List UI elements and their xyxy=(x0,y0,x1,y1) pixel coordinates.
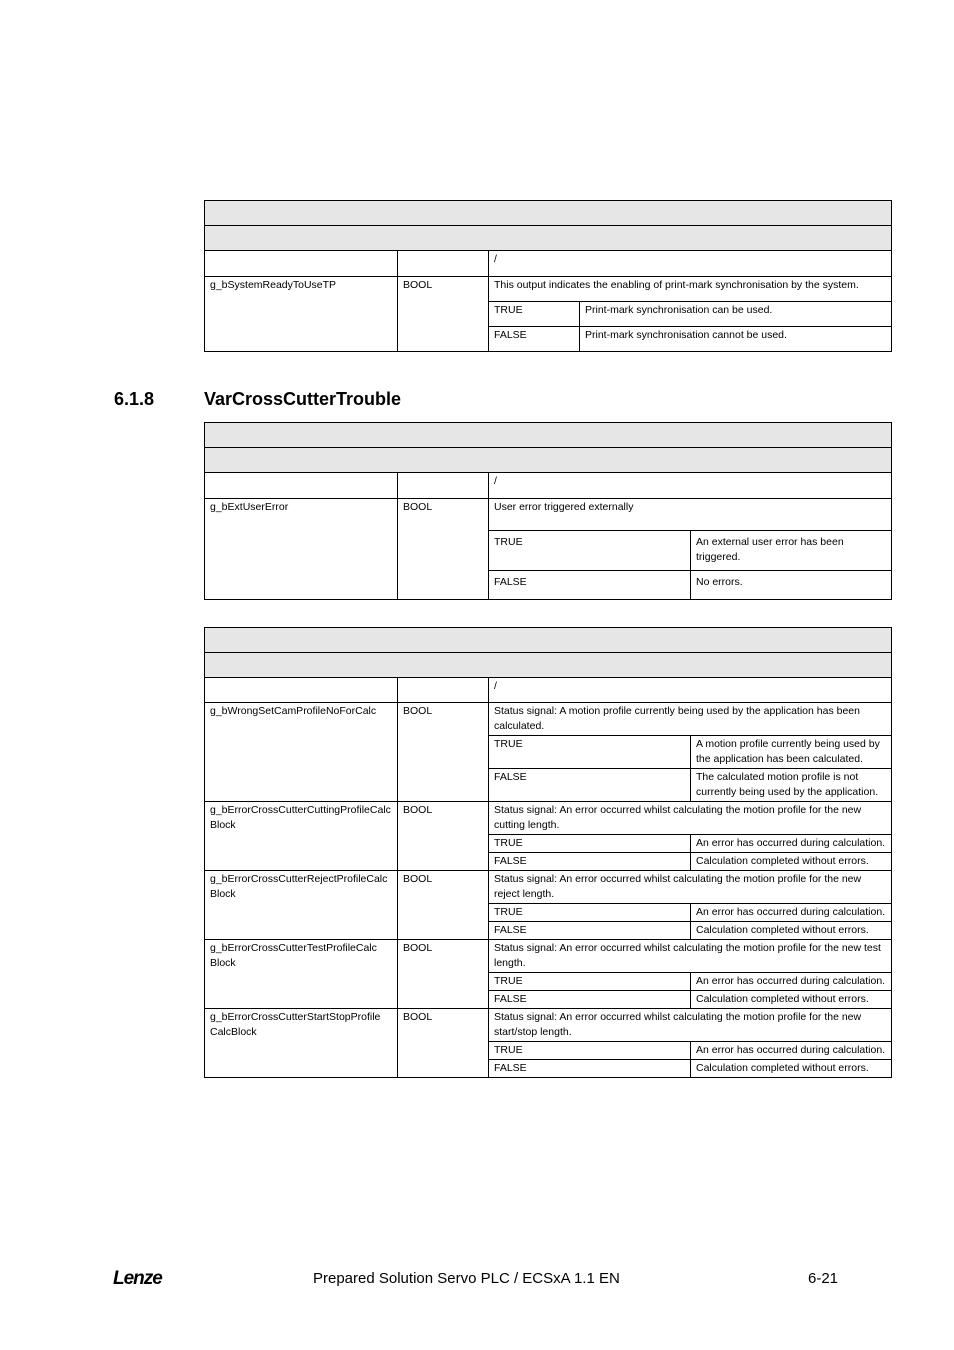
table-header-row xyxy=(205,201,892,226)
value-state: TRUE xyxy=(489,973,691,991)
table-subheader-row xyxy=(205,226,892,251)
value-state: TRUE xyxy=(489,835,691,853)
variable-description: Status signal: A motion profile currently being used by the application has been calculated. xyxy=(489,703,892,736)
table-subheader-row xyxy=(205,448,892,473)
column-header-meaning: / xyxy=(489,251,892,277)
variable-name: g_bErrorCrossCutterStartStopProfile CalcBlock xyxy=(205,1009,398,1078)
variable-name: g_bErrorCrossCutterCuttingProfileCalc Block xyxy=(205,802,398,871)
value-state: FALSE xyxy=(489,991,691,1009)
value-meaning: An external user error has been triggered. xyxy=(691,531,892,571)
value-meaning: Print-mark synchronisation cannot be used. xyxy=(580,327,892,352)
value-state: TRUE xyxy=(489,1042,691,1060)
variables-table-1 xyxy=(204,200,892,352)
column-header-meaning: / xyxy=(489,678,892,703)
value-state: TRUE xyxy=(489,302,580,327)
value-meaning: An error has occurred during calculation. xyxy=(691,1042,892,1060)
column-header-name xyxy=(205,473,398,499)
table-header-row xyxy=(205,423,892,448)
variable-name: g_bExtUserError xyxy=(205,499,398,600)
variable-description: This output indicates the enabling of print-mark synchronisation by the system. xyxy=(489,277,892,302)
page-number: 6-21 xyxy=(808,1270,839,1287)
variable-name: g_bErrorCrossCutterRejectProfileCalc Block xyxy=(205,871,398,940)
variable-name: g_bErrorCrossCutterTestProfileCalc Block xyxy=(205,940,398,1009)
value-meaning: Calculation completed without errors. xyxy=(691,1060,892,1078)
variable-type: BOOL xyxy=(398,1009,489,1078)
value-state: TRUE xyxy=(489,736,691,769)
value-state: FALSE xyxy=(489,769,691,802)
value-state: FALSE xyxy=(489,922,691,940)
column-header-meaning: / xyxy=(489,473,892,499)
value-meaning: An error has occurred during calculation. xyxy=(691,973,892,991)
variable-name: g_bSystemReadyToUseTP xyxy=(205,277,398,352)
value-meaning: An error has occurred during calculation. xyxy=(691,835,892,853)
value-meaning: No errors. xyxy=(691,571,892,600)
variable-description: Status signal: An error occurred whilst calculating the motion profile for the new reject length. xyxy=(489,871,892,904)
variable-type: BOOL xyxy=(398,802,489,871)
value-meaning: An error has occurred during calculation. xyxy=(691,904,892,922)
variable-type: BOOL xyxy=(398,277,489,352)
value-state: FALSE xyxy=(489,571,691,600)
variable-name: g_bWrongSetCamProfileNoForCalc xyxy=(205,703,398,802)
lenze-logo: Lenze xyxy=(113,1268,162,1289)
value-meaning: Print-mark synchronisation can be used. xyxy=(580,302,892,327)
value-state: FALSE xyxy=(489,853,691,871)
column-header-name xyxy=(205,678,398,703)
variable-type: BOOL xyxy=(398,940,489,1009)
variable-type: BOOL xyxy=(398,703,489,802)
column-header-type xyxy=(398,678,489,703)
variable-description: Status signal: An error occurred whilst calculating the motion profile for the new start/stop length. xyxy=(489,1009,892,1042)
table-subheader-row xyxy=(205,653,892,678)
column-header-type xyxy=(398,251,489,277)
value-meaning: Calculation completed without errors. xyxy=(691,853,892,871)
variable-description: Status signal: An error occurred whilst calculating the motion profile for the new cutting length. xyxy=(489,802,892,835)
footer-title: Prepared Solution Servo PLC / ECSxA 1.1 EN xyxy=(313,1270,620,1287)
value-meaning: Calculation completed without errors. xyxy=(691,991,892,1009)
value-state: FALSE xyxy=(489,1060,691,1078)
value-meaning: A motion profile currently being used by the application has been calculated. xyxy=(691,736,892,769)
table-header-row xyxy=(205,628,892,653)
variable-type: BOOL xyxy=(398,499,489,600)
value-state: TRUE xyxy=(489,531,691,571)
value-state: TRUE xyxy=(489,904,691,922)
section-title: VarCrossCutterTrouble xyxy=(204,389,402,409)
variables-table-2 xyxy=(204,422,892,600)
section-number: 6.1.8 xyxy=(114,389,155,409)
value-state: FALSE xyxy=(489,327,580,352)
variable-description: Status signal: An error occurred whilst calculating the motion profile for the new test length. xyxy=(489,940,892,973)
column-header-name xyxy=(205,251,398,277)
variables-table-3 xyxy=(204,627,892,1078)
column-header-type xyxy=(398,473,489,499)
value-meaning: The calculated motion profile is not currently being used by the application. xyxy=(691,769,892,802)
section-heading xyxy=(114,389,401,410)
variable-type: BOOL xyxy=(398,871,489,940)
variable-description: User error triggered externally xyxy=(489,499,892,531)
value-meaning: Calculation completed without errors. xyxy=(691,922,892,940)
